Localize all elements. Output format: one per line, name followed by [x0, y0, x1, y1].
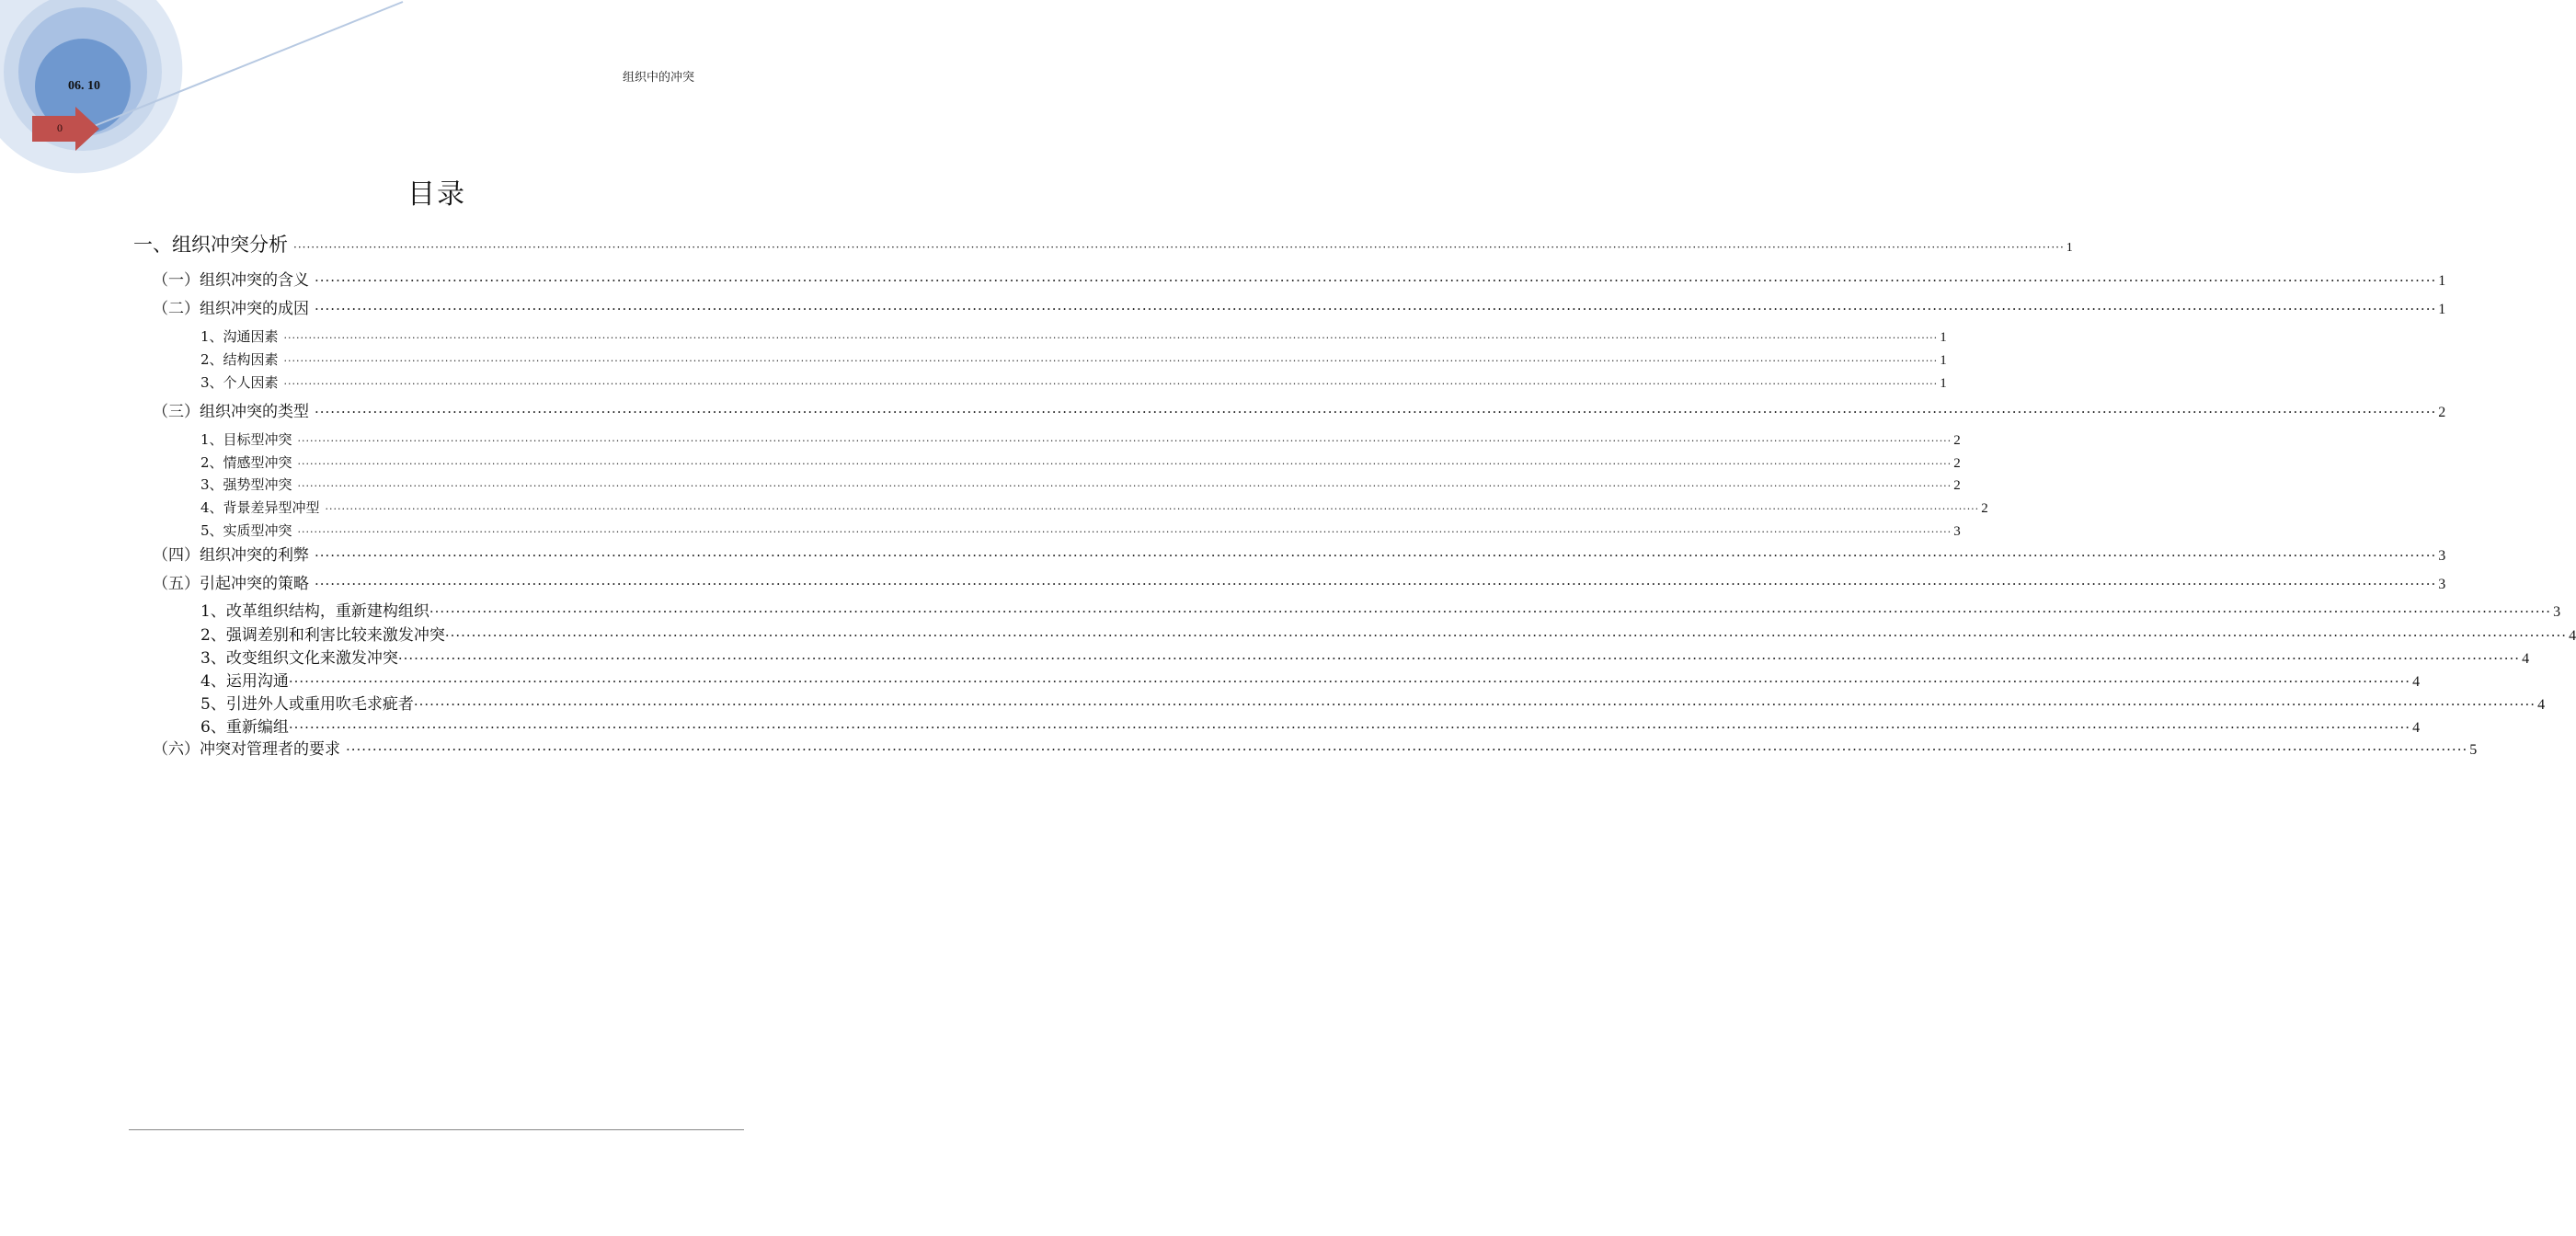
toc-dot-leader: ················································································································································································································································································································································································································ [283, 378, 1939, 390]
toc-entry-page: 2 [1953, 433, 1961, 448]
toc-entry-label: （二）组织冲突的成因 [153, 300, 309, 318]
toc-dot-leader: ················································································································································································································································································································································································································ [315, 547, 2437, 564]
toc-dot-leader: ················································································································································································································································································································································································································ [325, 503, 1980, 515]
toc-entry-page: 4 [2412, 674, 2421, 690]
toc-entry-label: 5、引进外人或重用吹毛求疵者 [200, 695, 414, 714]
toc-dot-leader: ················································································································································································································································································································································································································ [315, 404, 2437, 420]
header-number: 0 [57, 121, 63, 134]
toc-entry-label: （三）组织冲突的类型 [153, 403, 309, 421]
toc-dot-leader: ················································································································································································································································································································································································································ [315, 301, 2437, 317]
toc-entry[interactable] [133, 230, 2073, 258]
toc-dot-leader: ················································································································································································································································································································································································································ [413, 696, 2536, 713]
toc-dot-leader: ················································································································································································································································································································································································································ [297, 458, 1952, 470]
toc-entry[interactable] [200, 326, 1947, 346]
toc-entry-label: （六）冲突对管理者的要求 [153, 740, 340, 759]
toc-entry[interactable] [153, 570, 2446, 593]
toc-entry-page: 5 [2469, 742, 2478, 758]
toc-entry-label: 3、强势型冲突 [200, 476, 292, 493]
toc-entry-page: 2 [1953, 456, 1961, 471]
toc-dot-leader: ················································································································································································································································································································································································································ [429, 603, 2552, 620]
toc-entry-label: （五）引起冲突的策略 [153, 575, 309, 593]
toc-entry-label: 一、组织冲突分析 [133, 234, 288, 256]
toc-entry-label: 1、沟通因素 [200, 328, 279, 345]
toc-entry[interactable] [200, 691, 2546, 714]
toc-entry-label: 3、个人因素 [200, 374, 279, 391]
toc-entry-page: 2 [2438, 405, 2446, 420]
toc-entry-page: 1 [1940, 353, 1947, 368]
toc-entry-label: （一）组织冲突的含义 [153, 271, 309, 290]
toc-entry[interactable] [200, 668, 2421, 691]
toc-entry-label: （四）组织冲突的利弊 [153, 546, 309, 565]
toc-entry[interactable] [200, 475, 1961, 494]
toc-entry[interactable] [200, 714, 2421, 737]
toc-dot-leader: ················································································································································································································································································································································································································ [293, 241, 2065, 254]
toc-entry-label: 1、改革组织结构，重新建构组织 [200, 602, 429, 621]
toc-entry-label: 1、目标型冲突 [200, 431, 292, 448]
toc-dot-leader: ················································································································································································································································································································································································································ [283, 355, 1939, 367]
toc-entry[interactable] [200, 498, 1988, 517]
toc-entry-page: 1 [1940, 330, 1947, 345]
toc-entry[interactable] [153, 295, 2446, 318]
toc-dot-leader: ················································································································································································································································································································································································································ [397, 650, 2521, 667]
toc-entry[interactable] [200, 645, 2530, 668]
toc-dot-leader: ················································································································································································································································································································································································································ [315, 576, 2437, 592]
toc-entry[interactable] [153, 542, 2446, 565]
toc-entry-label: 5、实质型冲突 [200, 522, 292, 539]
toc-entry[interactable] [200, 622, 2576, 645]
toc-entry-label: 2、情感型冲突 [200, 454, 292, 471]
toc-entry-page: 2 [1953, 478, 1961, 493]
toc-heading: 目录 [407, 178, 466, 211]
toc-entry-label: 6、重新编组 [200, 718, 289, 737]
toc-entry[interactable] [200, 521, 1961, 540]
toc-entry-page: 1 [2438, 273, 2446, 289]
footer-divider [129, 1129, 744, 1130]
toc-entry-label: 4、背景差异型冲型 [200, 499, 320, 516]
toc-dot-leader: ················································································································································································································································································································································································································ [444, 627, 2568, 644]
toc-dot-leader: ················································································································································································································································································································································································································ [297, 480, 1952, 492]
toc-entry[interactable] [200, 598, 2561, 621]
toc-dot-leader: ················································································································································································································································································································································································································ [288, 719, 2411, 736]
toc-entry[interactable] [200, 349, 1947, 369]
toc-entry-label: 2、结构因素 [200, 351, 279, 368]
toc-dot-leader: ················································································································································································································································································································································································································ [288, 673, 2411, 690]
toc-entry-label: 4、运用沟通 [200, 672, 289, 691]
header-decoration [0, 0, 423, 166]
toc-entry-page: 1 [1940, 376, 1947, 391]
toc-entry-page: 3 [1953, 524, 1961, 539]
header-date: 06. 10 [68, 79, 100, 93]
toc-entry-page: 1 [2438, 302, 2446, 317]
toc-entry-page: 3 [2553, 604, 2561, 620]
toc-entry-page: 3 [2438, 548, 2446, 564]
toc-entry-page: 4 [2412, 720, 2421, 736]
toc-entry-label: 2、强调差别和利害比较来激发冲突 [200, 626, 445, 645]
toc-dot-leader: ················································································································································································································································································································································································································ [297, 435, 1952, 447]
toc-entry[interactable] [200, 372, 1947, 392]
toc-entry[interactable] [153, 267, 2446, 290]
toc-entry-page: 1 [2066, 241, 2073, 255]
toc-entry-page: 4 [2522, 651, 2530, 667]
toc-entry[interactable] [200, 452, 1961, 472]
toc-dot-leader: ················································································································································································································································································································································································································ [283, 332, 1939, 344]
toc-dot-leader: ················································································································································································································································································································································································································ [297, 526, 1952, 538]
toc-entry-page: 2 [1981, 501, 1988, 516]
toc-entry-page: 4 [2537, 697, 2546, 713]
toc-dot-leader: ················································································································································································································································································································································································································ [346, 741, 2468, 758]
toc-entry[interactable] [153, 736, 2478, 759]
toc-entry[interactable] [153, 398, 2446, 421]
header-doc-title: 组织中的冲突 [623, 71, 695, 85]
toc-entry-page: 3 [2438, 577, 2446, 592]
toc-entry-label: 3、改变组织文化来激发冲突 [200, 649, 398, 668]
toc-entry[interactable] [200, 429, 1961, 449]
toc-dot-leader: ················································································································································································································································································································································································································ [315, 272, 2437, 289]
toc-entry-page: 4 [2569, 628, 2576, 644]
